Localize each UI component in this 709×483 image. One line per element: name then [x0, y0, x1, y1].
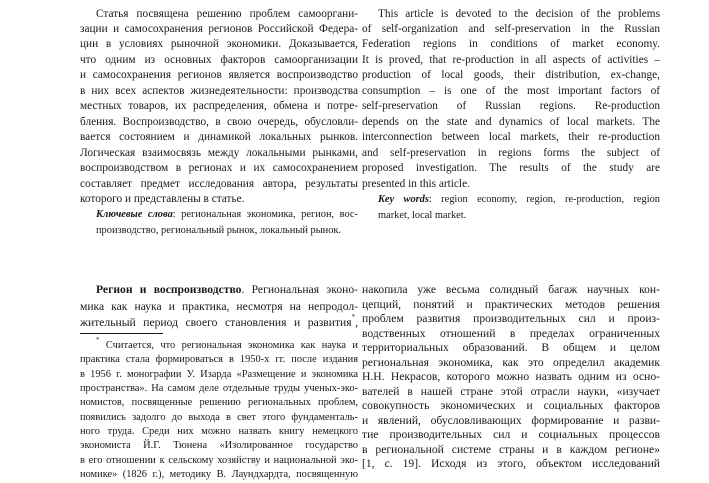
body-right-line: проблем развития производительных сил и произ- — [362, 312, 660, 325]
section-heading: Регион и воспроизводство — [96, 283, 242, 296]
abstract-en-line: self-preservation of Russian regions. Re-production — [362, 100, 660, 112]
body-right-line: Н.Н. Некрасов, которого можно назвать одним из осно- — [362, 370, 660, 383]
abstract-ru-line: зации и самосохранения регионов Российской Федера- — [80, 23, 358, 35]
body-left-line — [80, 282, 358, 299]
abstract-en-line: This article is devoted to the decision of the problems — [378, 8, 660, 20]
keywords-ru-text: : региональная экономика, регион, вос- — [172, 209, 358, 220]
keywords-ru-line — [80, 207, 358, 222]
body-text: , — [355, 316, 358, 329]
footnote-mark: * — [96, 336, 100, 344]
footnote-line: в его отношении к сельскому хозяйству и национальной эко- — [80, 454, 358, 466]
keywords-ru-label: Ключевые слова — [96, 209, 173, 220]
footnote-rule — [80, 333, 163, 334]
keywords-russian — [80, 207, 358, 241]
footnote-text: Считается, что региональная экономика как наука и — [99, 340, 358, 351]
keywords-en-line: market, local market. — [378, 209, 467, 221]
footnote-line: номистов, посвященные решению региональных проблем, — [80, 397, 358, 409]
body-right-line: цепций, понятий и практических методов решения — [362, 297, 660, 311]
abstract-en-line: of self-organization and self-preservation in the Russian — [362, 23, 660, 35]
footnote — [80, 336, 358, 480]
abstract-ru-line: в них всех аспектов жизнедеятельности: производства — [80, 84, 358, 97]
abstract-ru-line: воспроизводством в регионах и их самосохранением — [80, 162, 358, 174]
abstract-english — [362, 7, 660, 190]
abstract-ru-line: Статья посвящена решению проблем самооргани- — [96, 8, 358, 20]
footnote-marker: * — [351, 313, 356, 321]
keywords-en-label: Key words — [378, 194, 429, 205]
abstract-ru-line: что одним из основных факторов самоорганизации — [80, 53, 358, 66]
body-right-line: региональная экономика, как это определил академик — [362, 355, 660, 369]
abstract-ru-line: ции в условиях рыночной экономики. Доказывается, — [80, 38, 358, 50]
body-right-line: в региональной системе страны и в каждом регионе» — [362, 442, 660, 456]
footnote-line: в 1956 г. монографии У. Изарда «Размещение и экономика — [80, 368, 358, 380]
footnote-line: номике» (1826 г.), методику В. Лаундхардта, посвященную — [80, 469, 358, 480]
abstract-ru-line: бления. Воспроизводство, в свою очередь, обусловли- — [80, 115, 358, 128]
keywords-en-line — [362, 192, 660, 207]
abstract-en-line: interconnection between local markets, their re-production — [362, 131, 660, 143]
abstract-en-line: presented in this article. — [362, 177, 470, 190]
body-left-line: мика как наука и практика, несмотря на непродол- — [80, 299, 358, 313]
body-right-line: водственных отношений в пределах ограниченных — [362, 326, 660, 340]
body-text: жительный период своего становления и развития — [80, 316, 352, 329]
body-right-line: накопила уже весьма солидный багаж научных кон- — [362, 283, 660, 296]
body-left-line — [80, 315, 358, 332]
body-text: . Региональная эконо- — [241, 283, 358, 296]
body-right-line: и явлений, обусловливающих формирование и разви- — [362, 413, 660, 427]
keywords-en-text: : region economy, region, re-production, region — [428, 194, 660, 205]
abstract-en-line: Federation regions in conditions of market economy. — [362, 38, 660, 50]
abstract-ru-line: которого и представлены в статье. — [80, 193, 245, 205]
abstract-ru-line: местных товаров, их распределения, обмена и потре- — [80, 100, 358, 112]
body-right-column — [362, 282, 660, 470]
abstract-russian — [80, 7, 358, 205]
footnote-line: практика стала формироваться в 1950-х гг. после издания — [80, 354, 358, 366]
keywords-ru-line: производство, региональный рынок, локальный рынок. — [96, 224, 342, 236]
body-right-line: совокупность экономических и социальных факторов — [362, 399, 660, 412]
body-left-column — [80, 282, 358, 334]
body-right-line: территориальных образований. В общем и целом — [362, 341, 660, 354]
footnote-line: пространства». На самом деле отдельные труды ученых-эко- — [80, 383, 358, 394]
abstract-en-line: consumption – is one of the most important factors of — [362, 84, 660, 97]
abstract-en-line: It is proved, that re-production in all aspects of activities – — [362, 53, 660, 66]
body-right-line: [1, с. 19]. Исходя из этого, объектом исследований — [362, 457, 660, 470]
abstract-en-line: production of local goods, their distribution, ex-change, — [362, 69, 660, 81]
footnote-line: экономиста Й.Г. Тюнена «Изолированное государство — [80, 440, 358, 452]
footnote-line: появились задолго до выхода в свет этого фундаменталь- — [80, 411, 358, 423]
abstract-ru-line: Логическая взаимосвязь между локальными рынками, — [80, 146, 358, 159]
abstract-ru-line: вается состоянием и динамикой локальных рынков. — [80, 131, 358, 143]
body-right-line: вателей в нашей стране этой отрасли науки, «изучает — [362, 384, 660, 398]
abstract-en-line: and self-preservation in regions forms the subject of — [362, 146, 660, 159]
keywords-english — [362, 192, 660, 226]
footnote-line: ного труда. Среди них можно назвать книгу немецкого — [80, 426, 358, 437]
abstract-en-line: proposed investigation. The results of the study are — [362, 162, 660, 174]
abstract-ru-line: и самосохранения регионов является воспроизводство — [80, 69, 358, 81]
body-right-line: тие производительных сил и социальных процессов — [362, 428, 660, 441]
abstract-en-line: depends on the state and dynamics of local markets. The — [362, 115, 660, 128]
abstract-ru-line: составляет предмет исследования автора, результаты — [80, 177, 358, 190]
